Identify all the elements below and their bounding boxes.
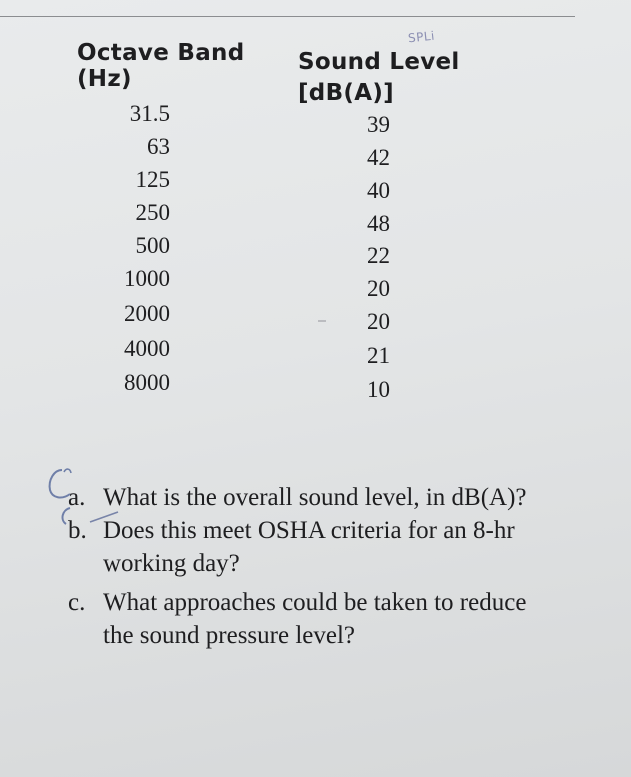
sound-level-unit-header: [dB(A)] [298,80,394,106]
frequency-cell: 63 [147,134,170,159]
top-rule [0,16,575,17]
frequency-cell: 2000 [124,301,170,326]
question-b-text-continued: working day? [103,550,240,577]
question-b-marker: b. [68,517,87,544]
frequency-cell: 31.5 [129,101,170,126]
sound-level-cell: 40 [367,178,390,203]
frequency-cell: 500 [135,233,170,258]
sound-level-cell: 21 [367,343,390,368]
question-c-text-continued: the sound pressure level? [103,622,356,649]
frequency-cell: 4000 [124,336,170,361]
question-b-text: Does this meet OSHA criteria for an 8-hr [103,517,515,544]
octave-band-unit-header: (Hz) [77,66,132,92]
sound-level-cell: 48 [367,211,390,236]
sound-level-cell: 10 [367,377,390,402]
octave-band-header: Octave Band [77,40,245,66]
question-a-marker: a. [68,484,86,511]
frequency-cell: 125 [135,167,170,192]
question-c-marker: c. [68,589,86,616]
sound-level-cell: 20 [367,276,390,301]
handwritten-spl-note: SPLi [407,28,436,46]
stray-pencil-mark [318,320,326,322]
sound-level-header: Sound Level [298,49,460,75]
question-c-text: What approaches could be taken to reduce [103,589,527,616]
frequency-cell: 8000 [124,370,170,395]
sound-level-cell: 42 [367,145,390,170]
sound-level-cell: 20 [367,309,390,334]
frequency-cell: 250 [135,200,170,225]
frequency-cell: 1000 [124,266,170,291]
question-a-text: What is the overall sound level, in dB(A)? [103,484,527,511]
sound-level-cell: 39 [367,112,390,137]
sound-level-cell: 22 [367,243,390,268]
